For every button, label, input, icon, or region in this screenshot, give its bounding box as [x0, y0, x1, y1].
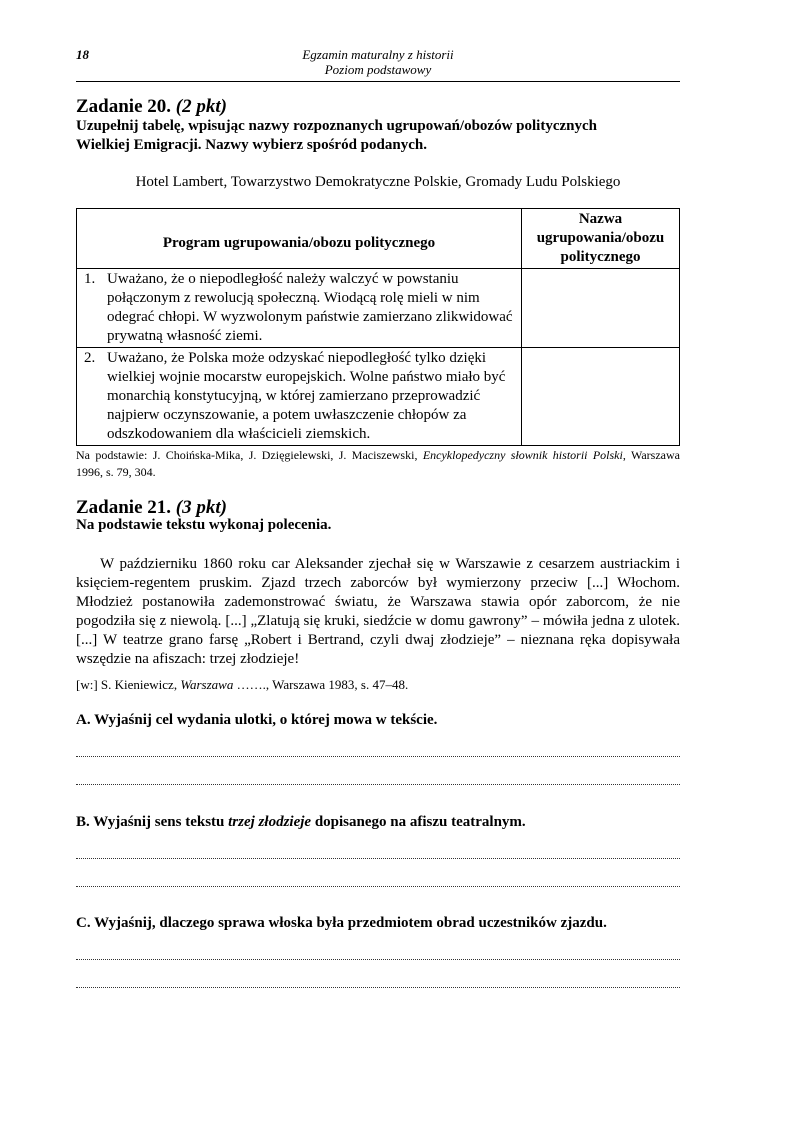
answer-line[interactable] — [76, 783, 680, 785]
task20-source — [76, 447, 680, 481]
question-text-italic: trzej złodzieje — [228, 814, 312, 830]
question-a — [76, 711, 437, 729]
task21-source-suffix: ……., Warszawa 1983, s. 47–48. — [233, 677, 409, 692]
question-text: Wyjaśnij, dlaczego sprawa włoska była przedmiotem obrad uczestników zjazdu. — [94, 915, 607, 931]
col-name-header: Nazwa ugrupowania/obozu politycznego — [522, 209, 680, 269]
answer-line[interactable] — [76, 958, 680, 960]
table-row — [77, 348, 680, 446]
task20-options: Hotel Lambert, Towarzystwo Demokratyczne Polskie, Gromady Ludu Polskiego — [135, 174, 621, 190]
task21-label: Zadanie 21. — [76, 497, 172, 518]
page-header — [76, 47, 680, 82]
task21-source-title: Warszawa — [180, 677, 234, 692]
question-letter: B. — [76, 814, 90, 830]
exam-title: Egzamin maturalny z historii — [302, 47, 454, 62]
task20-instruction-line2: Wielkiej Emigracji. Nazwy wybierz spośród podanych. — [76, 137, 427, 153]
task21-source — [76, 676, 680, 693]
row-number: 1. — [84, 271, 96, 287]
program-cell — [77, 348, 522, 446]
task20-points: (2 pkt) — [175, 96, 227, 117]
header-title-block — [76, 47, 680, 77]
task20-instruction-line1: Uzupełnij tabelę, wpisując nazwy rozpoznanych ugrupowań/obozów politycznych — [76, 118, 598, 134]
task21-quote: W październiku 1860 roku car Aleksander zjechał się w Warszawie z cesarzem austriackim i księciem-regentem pruskim. Zjazd trzech zaborców był wymierzony przeciw [...] Włochom. Młodzież postanowiła zademonstrować światu, że Warszawa stawia opór zaborcom, że nie pogodziła się z niewolą. [...] „Zlatują się kruki, siedźcie w domu gawrony” – mówiła jedna z ulotek. [...] W teatrze grano farsę „Robert i Bertrand, czyli dwaj złodzieje” – nieznana ręka dopisywała wszędzie na afiszach: trzej złodzieje! — [76, 556, 680, 667]
question-letter: A. — [76, 712, 91, 728]
row-number: 2. — [84, 350, 96, 366]
task20-source-suffix: , Warszawa 1996, s. 79, 304. — [76, 448, 680, 479]
answer-cell[interactable] — [522, 269, 680, 348]
task20-label: Zadanie 20. — [76, 96, 172, 117]
program-table — [76, 208, 680, 446]
col-program-header: Program ugrupowania/obozu politycznego — [77, 209, 522, 269]
answer-line[interactable] — [76, 755, 680, 757]
answer-line[interactable] — [76, 857, 680, 859]
answer-line[interactable] — [76, 986, 680, 988]
task20-source-prefix: Na podstawie: J. Choińska-Mika, J. Dzięgielewski, J. Maciszewski, — [76, 448, 423, 462]
row-program-text: Uważano, że o niepodległość należy walczyć w powstaniu połączonym z rewolucją społeczną. Wiodącą rolę mieli w nim odegrać chłopi. W wyzwolonym państwie zamierzano zlikwidować prywatną własność ziemi. — [107, 271, 513, 344]
exam-level: Poziom podstawowy — [324, 62, 432, 77]
task20-source-title: Encyklopedyczny słownik historii Polski — [422, 448, 623, 462]
question-text-before: Wyjaśnij sens tekstu — [93, 814, 229, 830]
table-row — [77, 269, 680, 348]
task20-instruction — [76, 117, 680, 155]
question-text: Wyjaśnij cel wydania ulotki, o której mowa w tekście. — [94, 712, 438, 728]
program-cell — [77, 269, 522, 348]
question-b — [76, 813, 526, 831]
question-text-after: dopisanego na afiszu teatralnym. — [311, 814, 526, 830]
task21-instruction: Na podstawie tekstu wykonaj polecenia. — [76, 517, 332, 533]
task21-source-prefix: [w:] S. Kieniewicz, — [76, 677, 181, 692]
table-header-row — [77, 209, 680, 269]
question-c — [76, 914, 607, 932]
row-program-text: Uważano, że Polska może odzyskać niepodległość tylko dzięki wielkiej wojnie mocarstw europejskich. Wolne państwo miało być monarchią konstytucyjną, w której zamierzano przeprowadzić najpierw oczynszowanie, a potem uwłaszczenie chłopów za odszkodowaniem dla właścicieli ziemskich. — [107, 350, 506, 442]
page-number: 18 — [76, 47, 89, 62]
answer-cell[interactable] — [522, 348, 680, 446]
question-letter: C. — [76, 915, 91, 931]
answer-line[interactable] — [76, 885, 680, 887]
task20-title — [76, 96, 227, 118]
task21-points: (3 pkt) — [175, 497, 227, 518]
